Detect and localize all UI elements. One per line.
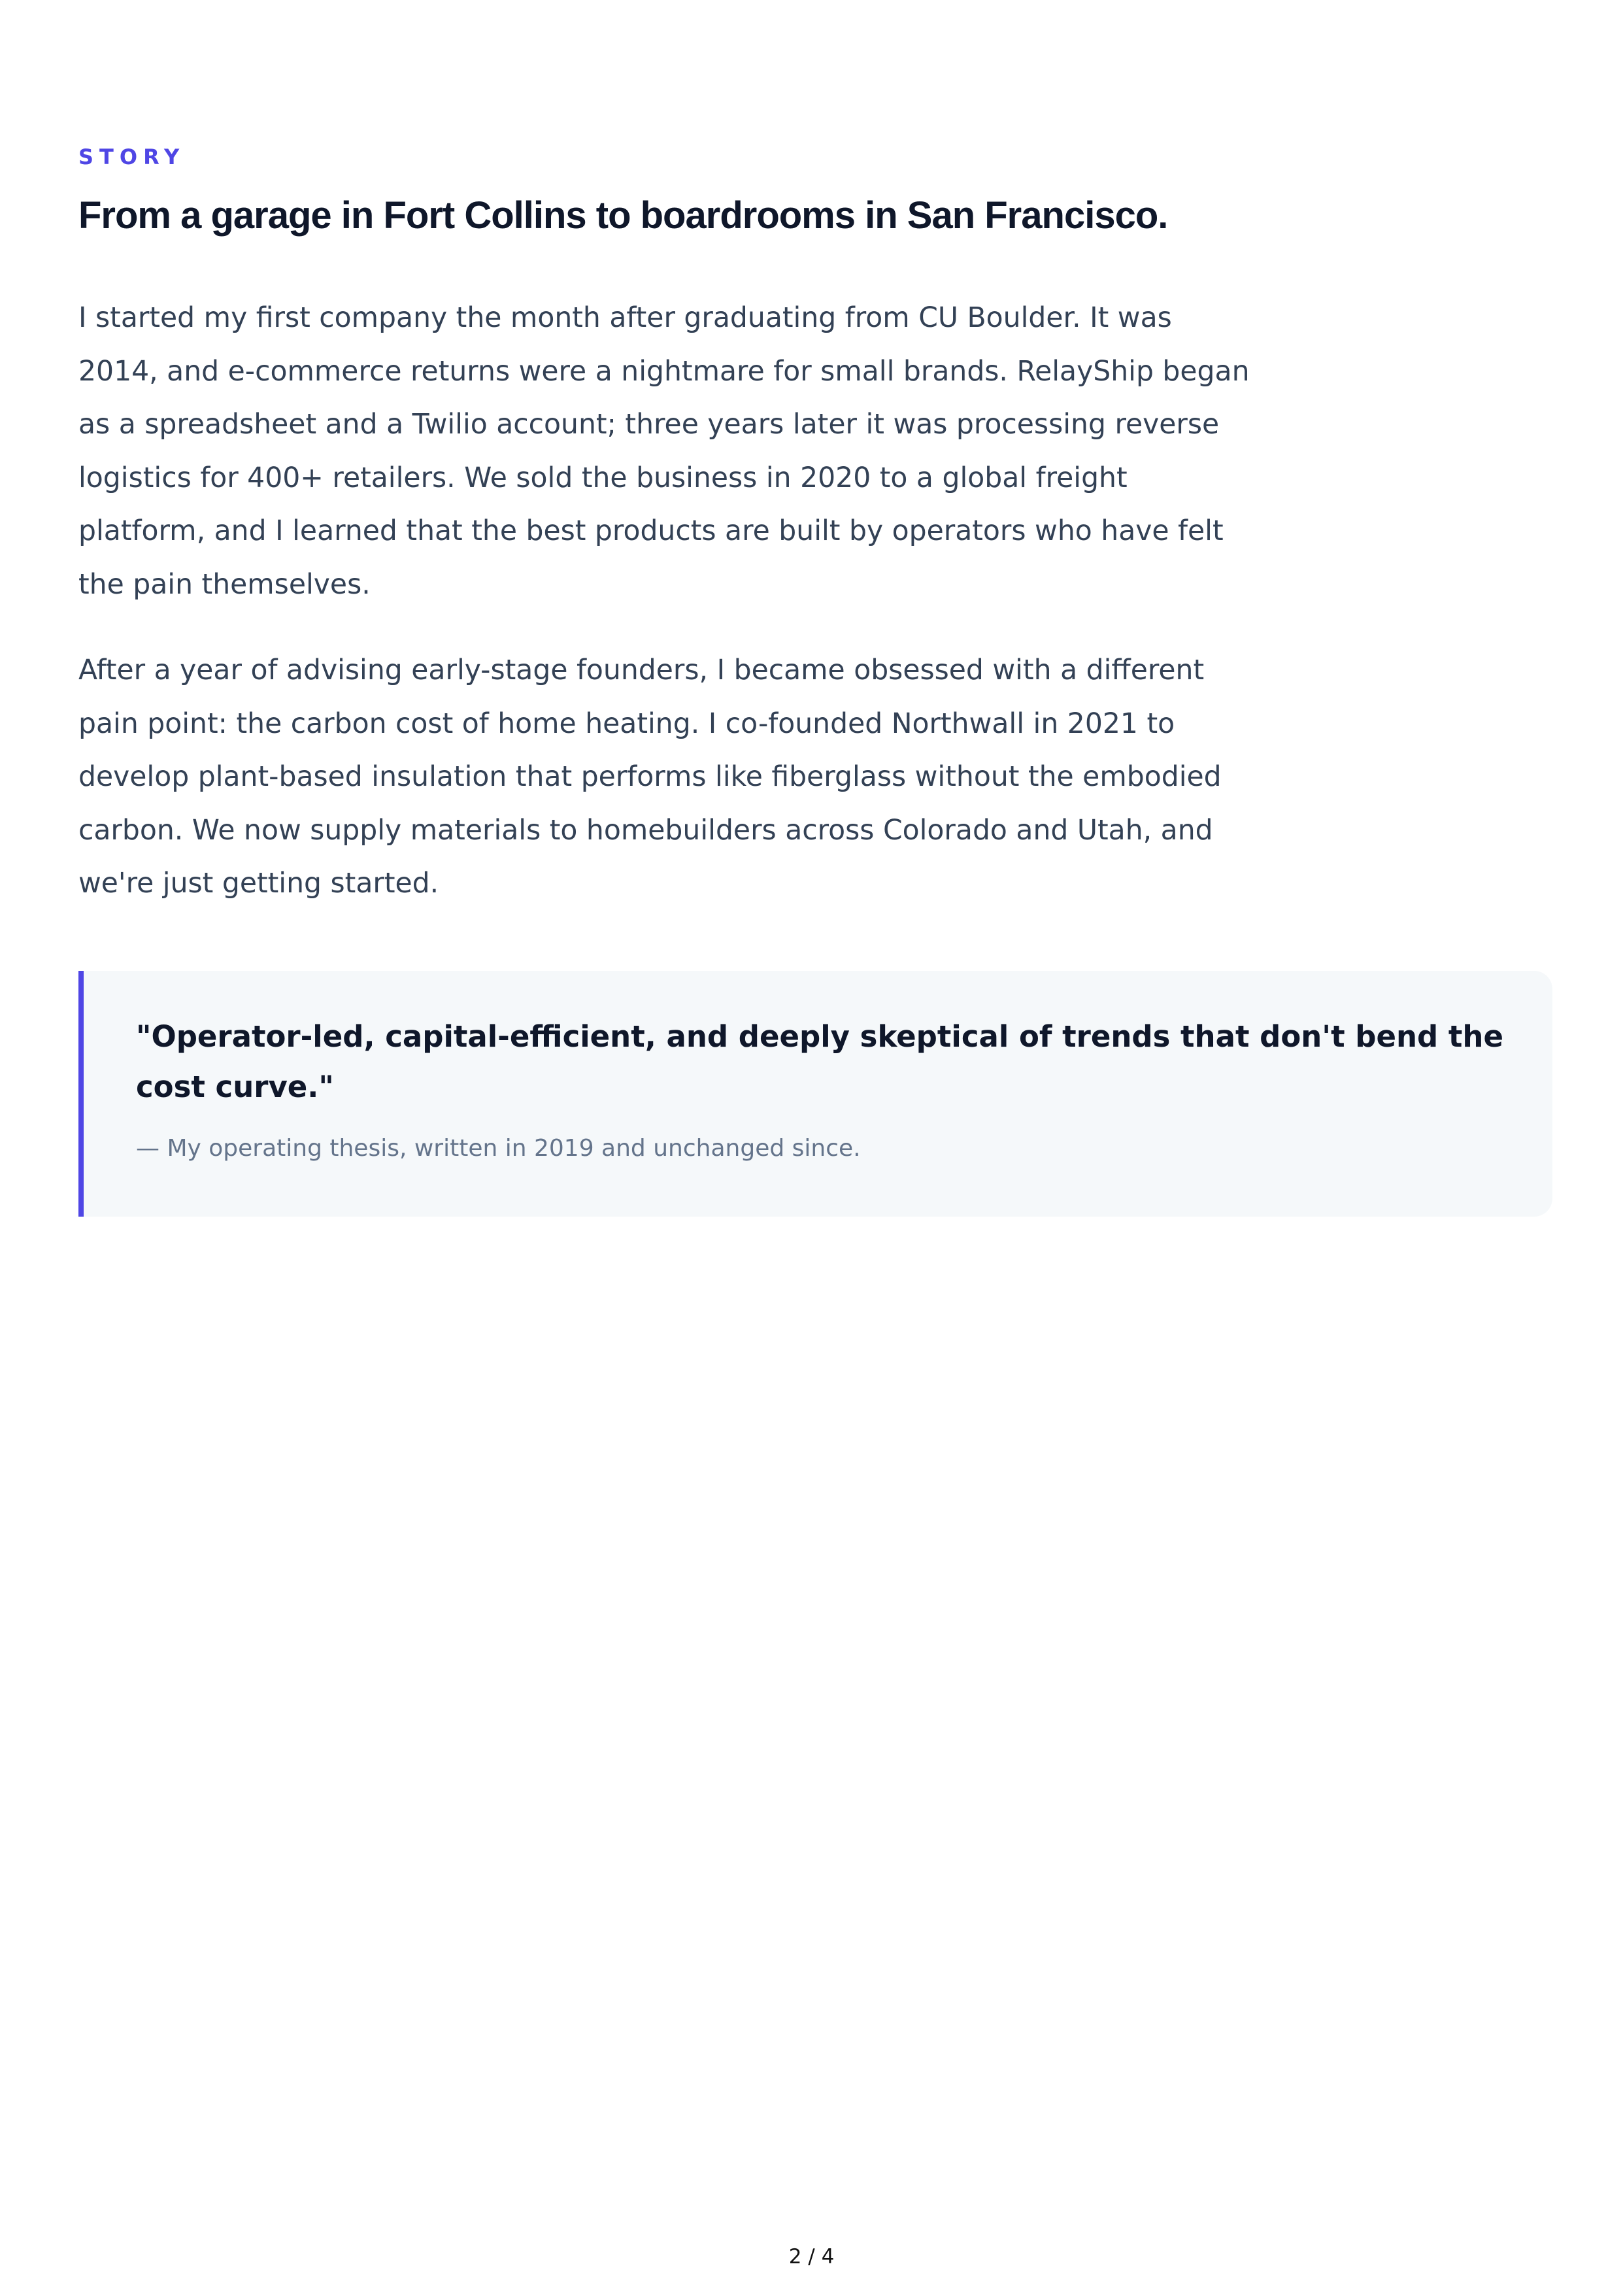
pull-quote — [78, 971, 1552, 1217]
story-paragraph-2: After a year of advising early-stage founders, I became obsessed with a different pain point: the carbon cost of home heating. I co-founded Northwall in 2021 to develop plant-based insulation that performs like fiberglass without the embodied carbon. We now supply materials to homebuilders across Colorado and Utah, and we're just getting started. — [78, 654, 1222, 900]
section-eyebrow: STORY — [78, 144, 186, 169]
section-title: From a garage in Fort Collins to boardrooms in San Francisco. — [78, 194, 1168, 237]
pull-quote-caption: — My operating thesis, written in 2019 and unchanged since. — [136, 1135, 861, 1162]
pull-quote-text: "Operator-led, capital-efficient, and deeply skeptical of trends that don't bend the cost curve." — [136, 1019, 1503, 1104]
page-number: 2 / 4 — [788, 2245, 835, 2269]
story-paragraph-1: I started my first company the month after graduating from CU Boulder. It was 2014, and e-commerce returns were a nightmare for small brands. RelayShip began as a spreadsheet and a Twilio account; three years later it was processing reverse logistics for 400+ retailers. We sold the business in 2020 to a global freight platform, and I learned that the best products are built by operators who have felt the pain themselves. — [78, 302, 1250, 601]
